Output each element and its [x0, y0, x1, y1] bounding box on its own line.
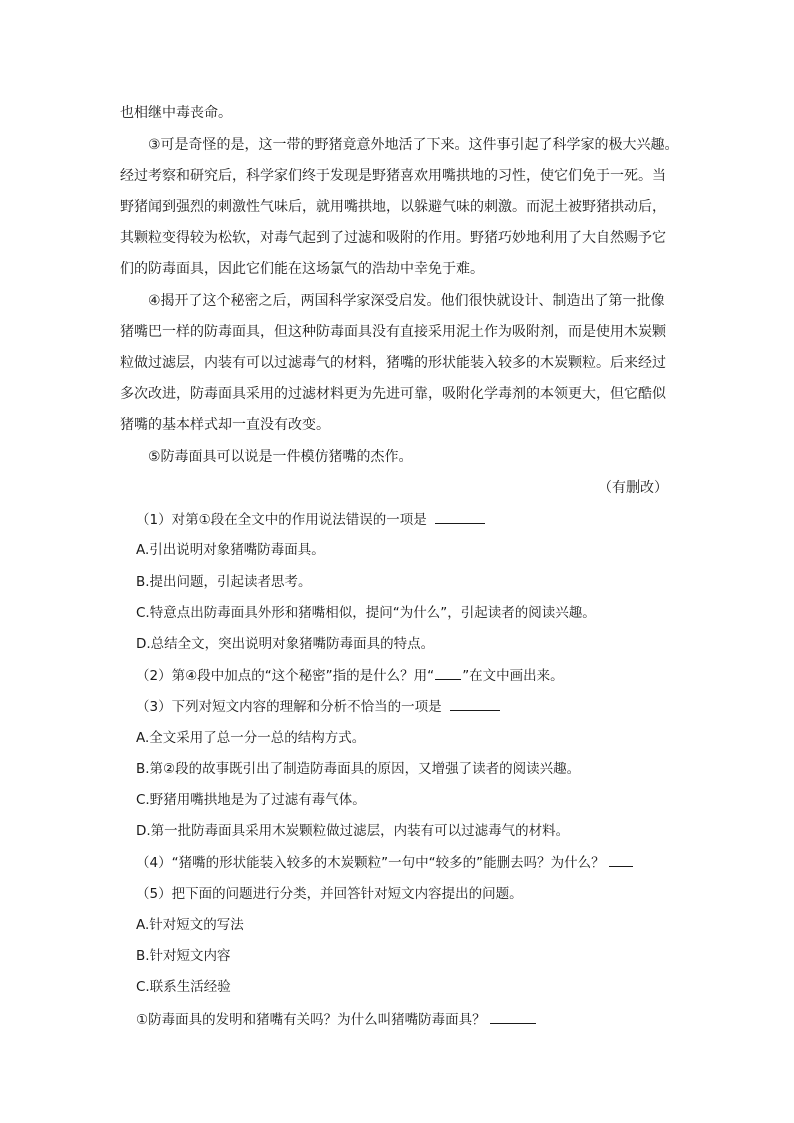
underline-sample	[435, 665, 461, 680]
paragraph-4-line: 猪嘴巴一样的防毒面具，但这种防毒面具没有直接采用泥土作为吸附剂，而是使用木炭颗	[120, 324, 666, 340]
question-4-text: （4）“猪嘴的形状能装入较多的木炭颗粒”一句中“较多的”能删去吗？为什么？	[136, 855, 605, 871]
paragraph-4-line: 多次改进，防毒面具采用的过滤材料更为先进可靠，吸附化学毒剂的本领更大，但它酷似	[120, 386, 666, 402]
question-3-option-b: B.第②段的故事既引出了制造防毒面具的原因，又增强了读者的阅读兴趣。	[136, 761, 581, 777]
paragraph-5: ⑤防毒面具可以说是一件模仿猪嘴的杰作。	[148, 449, 413, 465]
source-note: （有删改）	[598, 480, 668, 496]
answer-blank-q4[interactable]	[609, 852, 633, 867]
answer-blank-q3[interactable]	[450, 696, 500, 711]
question-3-text: （3）下列对短文内容的理解和分析不恰当的一项是	[136, 699, 442, 715]
question-5-item-1-text: ①防毒面具的发明和猪嘴有关吗？为什么叫猪嘴防毒面具？	[136, 1012, 486, 1028]
question-2-text-start: （2）第④段中加点的“这个秘密”指的是什么？用“	[136, 668, 435, 684]
question-3	[136, 696, 696, 717]
question-3-option-c: C.野猪用嘴拱地是为了过滤有毒气体。	[136, 792, 366, 808]
question-5: （5）把下面的问题进行分类，并回答针对短文内容提出的问题。	[136, 886, 523, 902]
question-2	[136, 665, 696, 686]
question-5-option-a: A.针对短文的写法	[136, 917, 244, 933]
answer-blank-q1[interactable]	[435, 509, 485, 524]
question-3-option-d: D.第一批防毒面具采用木炭颗粒做过滤层，内装有可以过滤毒气的材料。	[136, 823, 570, 839]
passage-line: 也相继中毒丧命。	[120, 105, 232, 121]
paragraph-4-line: 粒做过滤层，内装有可以过滤毒气的材料，猪嘴的形状能装入较多的木炭颗粒。后来经过	[120, 355, 666, 371]
question-2-text-end: ”在文中画出来。	[462, 668, 564, 684]
question-5-option-c: C.联系生活经验	[136, 979, 231, 995]
paragraph-3-line: 野猪闻到强烈的刺激性气味后，就用嘴拱地，以躲避气味的刺激。而泥土被野猪拱动后，	[120, 199, 666, 215]
question-4	[136, 852, 696, 873]
question-1-option-c: C.特意点出防毒面具外形和猪嘴相似，提问“为什么”，引起读者的阅读兴趣。	[136, 605, 596, 621]
question-3-option-a: A.全文采用了总一分一总的结构方式。	[136, 730, 366, 746]
question-1-option-d: D.总结全文，突出说明对象猪嘴防毒面具的特点。	[136, 636, 435, 652]
question-5-item-1	[136, 1009, 696, 1030]
paragraph-4-line: ④揭开了这个秘密之后，两国科学家深受启发。他们很快就设计、制造出了第一批像	[148, 293, 665, 309]
paragraph-3-line: 经过考察和研究后，科学家们终于发现是野猪喜欢用嘴拱地的习性，使它们免于一死。当	[120, 168, 666, 184]
question-1	[136, 509, 696, 530]
question-5-option-b: B.针对短文内容	[136, 948, 231, 964]
answer-blank-q5-1[interactable]	[490, 1009, 536, 1024]
question-1-option-b: B.提出问题，引起读者思考。	[136, 574, 312, 590]
paragraph-4-line: 猪嘴的基本样式却一直没有改变。	[120, 417, 330, 433]
paragraph-3-line: 其颗粒变得较为松软，对毒气起到了过滤和吸附的作用。野猪巧妙地利用了大自然赐予它	[120, 230, 666, 246]
question-1-text: （1）对第①段在全文中的作用说法错误的一项是	[136, 512, 427, 528]
paragraph-3-line: ③可是奇怪的是，这一带的野猪竟意外地活了下来。这件事引起了科学家的极大兴趣。	[148, 137, 679, 153]
paragraph-3-line: 们的防毒面具，因此它们能在这场氯气的浩劫中幸免于难。	[120, 261, 484, 277]
question-1-option-a: A.引出说明对象猪嘴防毒面具。	[136, 542, 325, 558]
